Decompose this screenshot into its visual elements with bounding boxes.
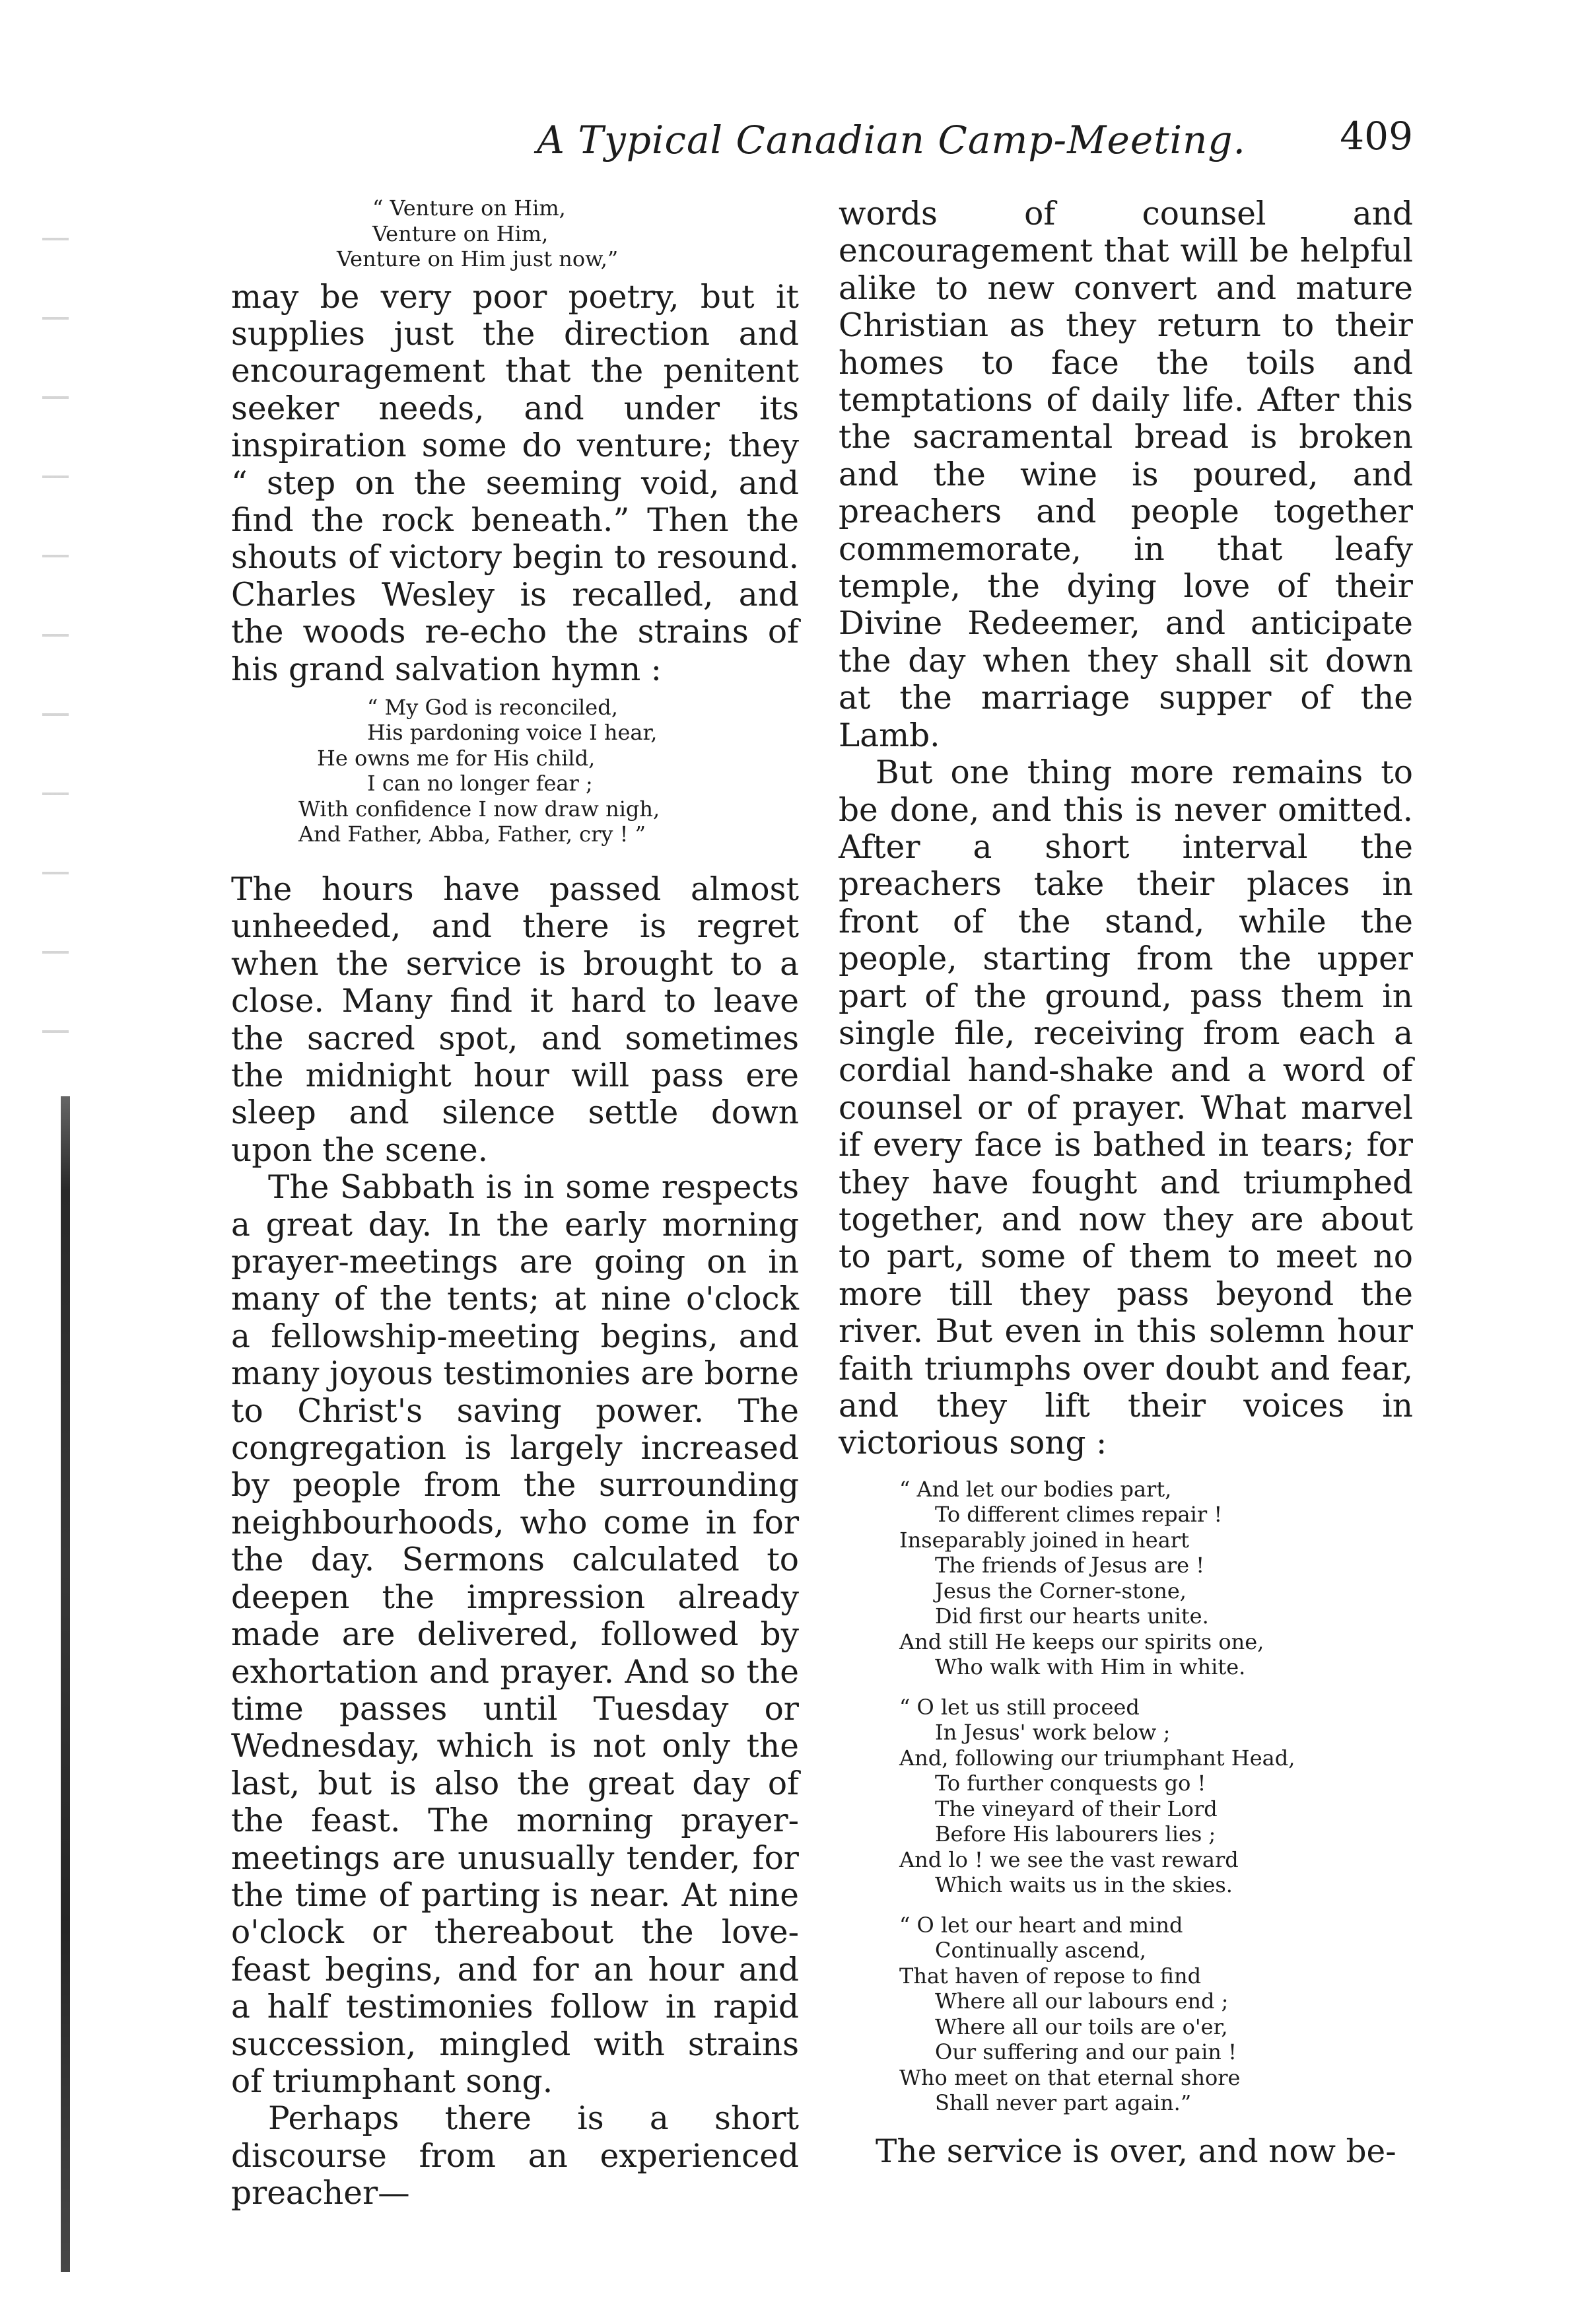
- verse-wesley: [231, 695, 799, 847]
- verse-line: And, following our triumphant Head,: [899, 1745, 1295, 1771]
- margin-dots: [42, 198, 69, 1090]
- verse-line: Who meet on that eternal shore: [899, 2064, 1241, 2090]
- verse-line: Which waits us in the skies.: [935, 1872, 1233, 1898]
- hymn-verses: [839, 1477, 1413, 2116]
- verse-line: To different climes repair !: [935, 1502, 1223, 1528]
- verse-line: In Jesus' work below ;: [935, 1720, 1171, 1745]
- verse-line: The friends of Jesus are !: [935, 1553, 1205, 1578]
- verse-line: “ And let our bodies part,: [899, 1476, 1172, 1502]
- verse-venture: [231, 195, 799, 272]
- verse-line: Where all our toils are o'er,: [935, 2014, 1228, 2039]
- verse-line: Shall never part again.”: [935, 2090, 1192, 2116]
- verse-line: That haven of repose to find: [899, 1963, 1202, 1989]
- paragraph: may be very poor poetry, but it supplies just the direction and encouragement that the penitent seeker needs, and under its inspiration some do venture; they “ step on the seeming void, and find the rock beneath.” Then the shouts of victory begin to resound. Charles Wesley is recalled, and the woods re-echo the strains of his grand salvation hymn :: [231, 278, 799, 688]
- verse-line: And Father, Abba, Father, cry ! ”: [298, 822, 646, 847]
- paragraph: The hours have passed almost unheeded, and there is regret when the service is brought to a close. Many find it hard to leave the sacred spot, and sometimes the midnight hour will pass ere sleep and silence settle down upon the scene.: [231, 870, 799, 1169]
- verse-line: Our suffering and our pain !: [935, 2039, 1237, 2065]
- verse-line: “ Venture on Him,: [372, 195, 566, 221]
- verse-line: Where all our labours end ;: [935, 1989, 1229, 2014]
- verse-line: His pardoning voice I hear,: [367, 720, 658, 746]
- page-number: 409: [1340, 114, 1413, 158]
- running-title: A Typical Canadian Camp-Meeting.: [537, 118, 1246, 162]
- verse-line: With confidence I now draw nigh,: [298, 796, 660, 822]
- paragraph: Perhaps there is a short discourse from an experienced preacher—: [231, 2100, 799, 2212]
- stanza: [899, 1477, 1413, 1680]
- paragraph: words of counsel and encouragement that will be helpful alike to new convert and mature Christian as they return to their homes to face the toils and temptations of daily life. After this the sacramental bread is broken and the wine is poured, and preachers and people together commemorate, in that leafy temple, the dying love of their Divine Redeemer, and anticipate the day when they shall sit down at the marriage supper of the Lamb.: [839, 195, 1413, 754]
- verse-line: The vineyard of their Lord: [935, 1796, 1218, 1821]
- stanza: [899, 1695, 1413, 1898]
- verse-line: And lo ! we see the vast reward: [899, 1847, 1239, 1872]
- verse-line: Inseparably joined in heart: [899, 1527, 1189, 1553]
- verse-line: He owns me for His child,: [317, 745, 596, 771]
- verse-line: Jesus the Corner-stone,: [935, 1578, 1187, 1603]
- verse-line: Continually ascend,: [935, 1938, 1147, 1963]
- stanza: [899, 1913, 1413, 2116]
- verse-line: To further conquests go !: [935, 1771, 1206, 1796]
- verse-line: Before His labourers lies ;: [935, 1821, 1216, 1847]
- verse-line: “ O let our heart and mind: [899, 1912, 1183, 1938]
- binding-edge-mark: [61, 1096, 70, 2272]
- verse-line: “ O let us still proceed: [899, 1694, 1140, 1720]
- verse-line: “ My God is reconciled,: [367, 694, 618, 720]
- verse-line: Who walk with Him in white.: [935, 1654, 1246, 1680]
- paragraph: But one thing more remains to be done, and this is never omitted. After a short interval the preachers take their places in front of the stand, while the people, starting from the upper part of the ground, pass them in single file, receiving from each a cordial hand-shake and a word of counsel or of prayer. What marvel if every face is bathed in tears; for they have fought and triumphed together, and now they are about to part, some of them to meet no more till they pass beyond the river. But even in this solemn hour faith triumphs over doubt and fear, and they lift their voices in victorious song :: [839, 754, 1413, 1462]
- left-column: [231, 195, 799, 2212]
- verse-line: Venture on Him just now,”: [337, 246, 619, 271]
- paragraph: The Sabbath is in some respects a great day. In the early morning prayer-meetings are going on in many of the tents; at nine o'clock a fellowship-meeting begins, and many joyous testimonies are borne to Christ's saving power. The congregation is largely increased by people from the surrounding neighbourhoods, who come in for the day. Sermons calculated to deepen the impression already made are delivered, followed by exhortation and prayer. And so the time passes until Tuesday or Wednesday, which is not only the last, but is also the great day of the feast. The morning prayer-meetings are unusually tender, for the time of parting is near. At nine o'clock or thereabout the love-feast begins, and for an hour and a half testimonies follow in rapid succession, mingled with strains of triumphant song.: [231, 1169, 799, 2100]
- right-column: [839, 195, 1413, 2170]
- verse-line: And still He keeps our spirits one,: [899, 1629, 1264, 1654]
- verse-line: I can no longer fear ;: [367, 771, 593, 796]
- verse-line: Did first our hearts unite.: [935, 1603, 1209, 1629]
- page-header: [489, 114, 1420, 170]
- verse-line: Venture on Him,: [372, 221, 549, 246]
- paragraph: The service is over, and now be-: [876, 2132, 1396, 2170]
